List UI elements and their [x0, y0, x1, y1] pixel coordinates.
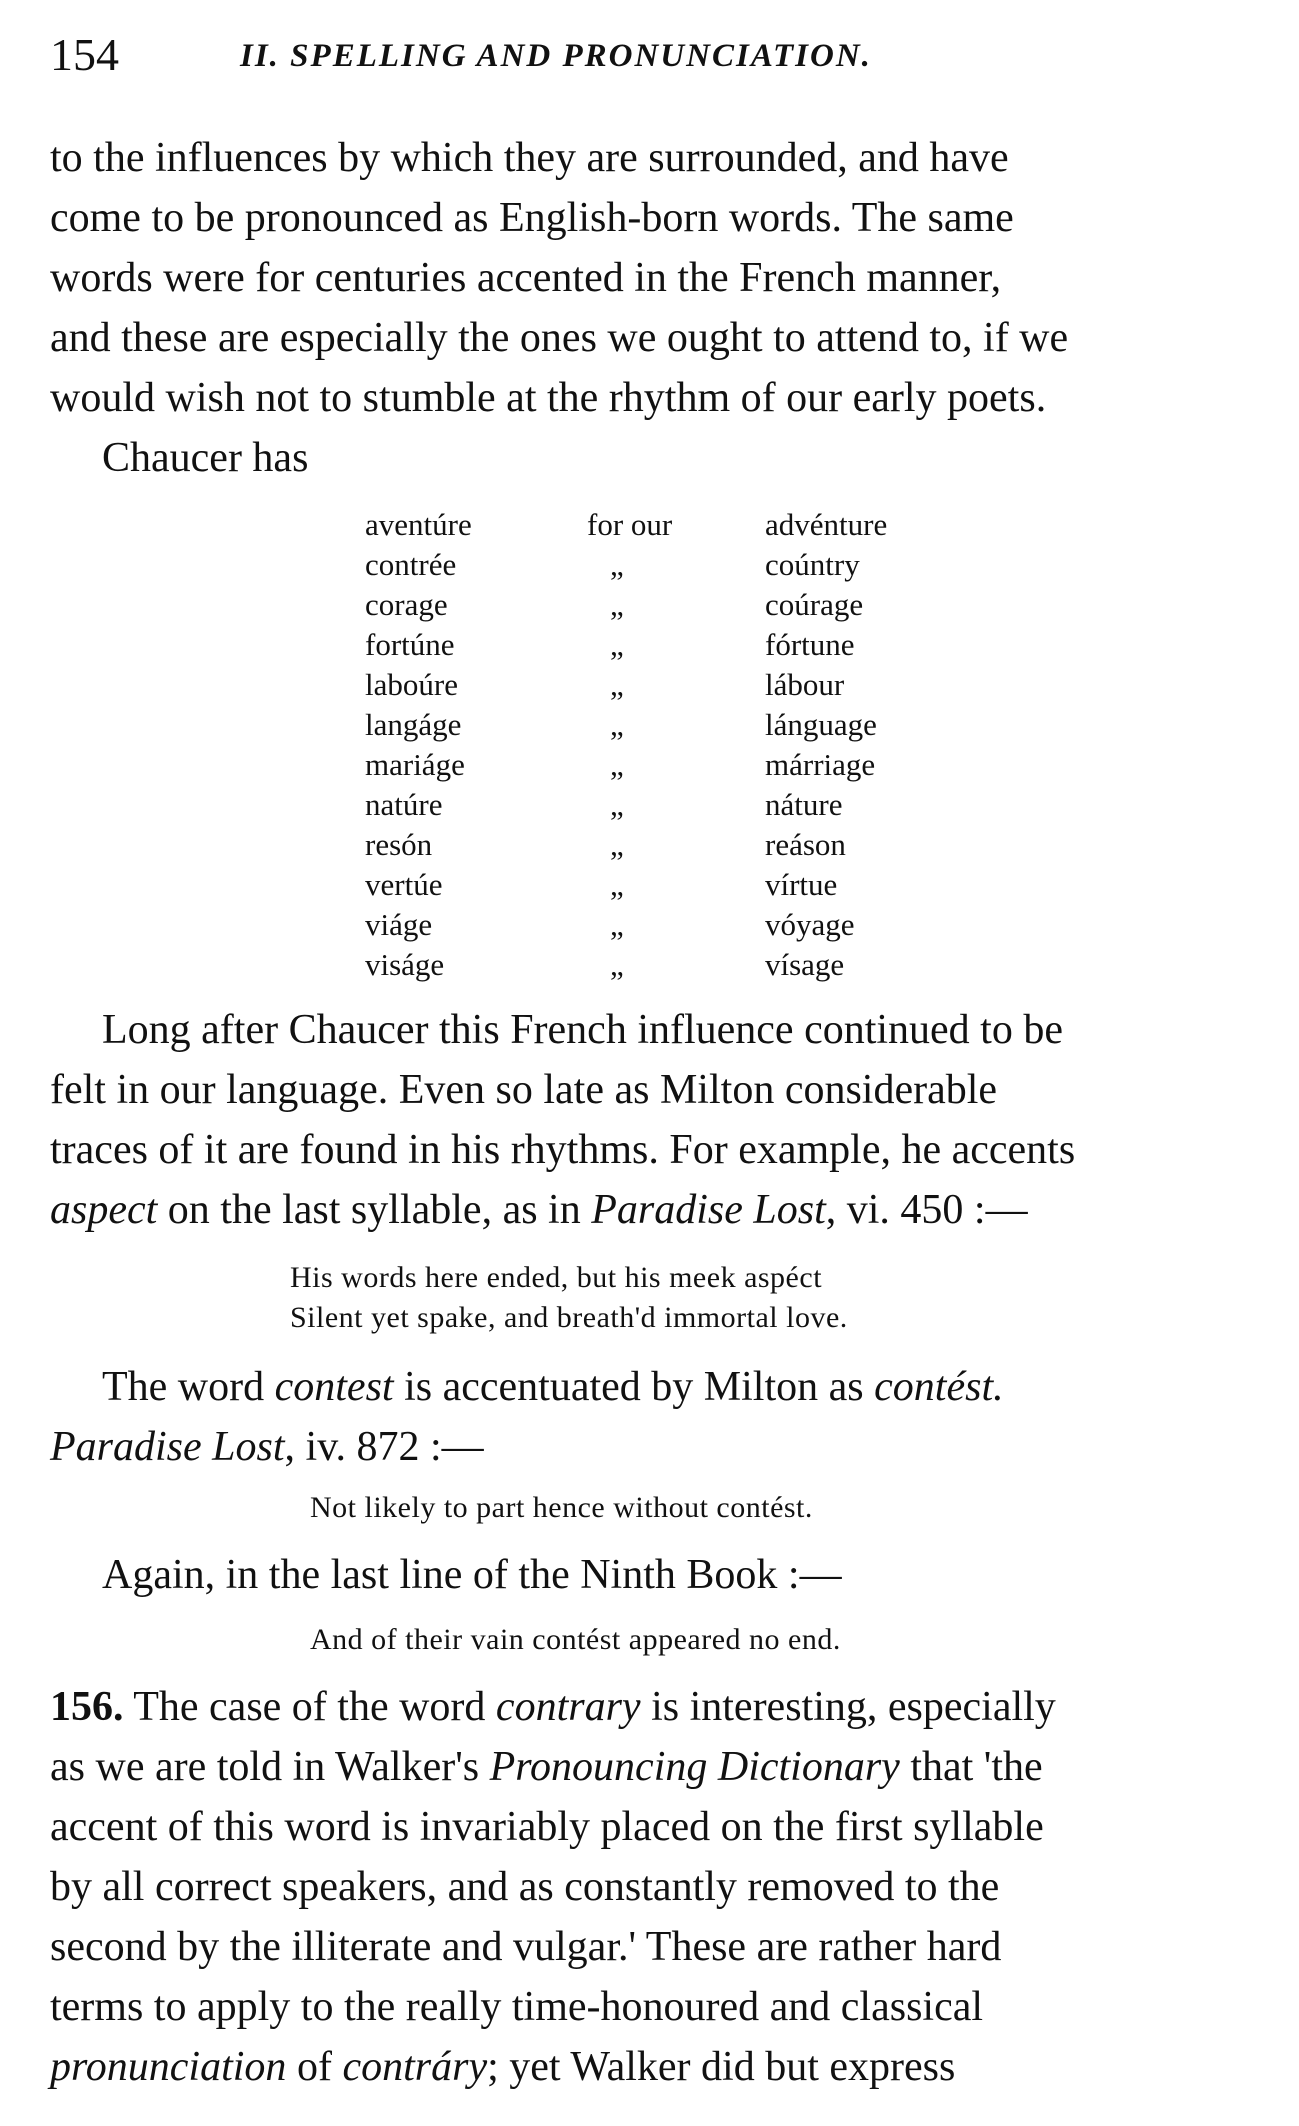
text-line: Chaucer has — [102, 435, 309, 481]
text-line — [50, 1677, 1255, 1737]
separator: „ — [610, 547, 624, 582]
italic-word: aspect — [50, 1187, 158, 1233]
text-span: is accentuated by Milton as — [393, 1364, 875, 1410]
text-line: felt in our language. Even so late as Milton considerable — [50, 1067, 998, 1113]
quote-line: His words here ended, but his meek aspéct — [290, 1261, 823, 1294]
separator: „ — [610, 947, 624, 982]
text-line: traces of it are found in his rhythms. For example, he accents — [50, 1127, 1076, 1173]
separator: „ — [610, 707, 624, 742]
modern-form: vóyage — [765, 907, 855, 942]
old-form: viságe — [365, 947, 445, 982]
old-form: langáge — [365, 707, 462, 742]
text-span: is interesting, especially — [640, 1684, 1056, 1730]
quote-line: Not likely to part hence without contést. — [310, 1491, 813, 1524]
paragraph-continuation — [50, 128, 1255, 428]
text-line: Long after Chaucer this French influence continued to be — [102, 1007, 1063, 1053]
italic-word: contest — [274, 1364, 394, 1410]
separator: „ — [610, 747, 624, 782]
paragraph-french-influence — [50, 1000, 1255, 1240]
running-head: II. SPELLING AND PRONUNCIATION. — [240, 38, 872, 74]
modern-form: coúrage — [765, 587, 864, 622]
modern-form: fórtune — [765, 627, 855, 662]
text-line — [50, 1357, 1255, 1417]
text-line — [50, 1417, 1255, 1477]
old-form: laboúre — [365, 667, 458, 702]
old-form: resón — [365, 827, 433, 862]
page-header — [50, 28, 1250, 88]
text-span: that 'the — [899, 1744, 1043, 1790]
separator: „ — [610, 587, 624, 622]
text-line — [50, 2037, 1255, 2097]
work-title: Pronouncing Dictionary — [489, 1744, 900, 1790]
italic-word: contést. — [874, 1364, 1004, 1410]
modern-form: coúntry — [765, 547, 860, 582]
text-span: on the last syllable, as in — [157, 1187, 592, 1233]
separator: „ — [610, 867, 624, 902]
old-form: mariáge — [365, 747, 465, 782]
old-form: fortúne — [365, 627, 455, 662]
modern-form: náture — [765, 787, 843, 822]
text-line: would wish not to stumble at the rhythm of our early poets. — [50, 375, 1047, 421]
text-line — [50, 1180, 1255, 1240]
paragraph-contest — [50, 1357, 1255, 1477]
modern-form: márriage — [765, 747, 876, 782]
text-span: ; yet Walker did but express — [487, 2044, 956, 2090]
text-line — [50, 1737, 1255, 1797]
text-line: and these are especially the ones we ought to attend to, if we — [50, 315, 1069, 361]
quotation-milton-1 — [290, 1258, 848, 1338]
separator: „ — [610, 907, 624, 942]
quotation-milton-3 — [310, 1620, 841, 1660]
quote-line: And of their vain contést appeared no end. — [310, 1623, 841, 1656]
text-line: to the influences by which they are surrounded, and have — [50, 135, 1009, 181]
paragraph-chaucer-intro — [50, 428, 1255, 488]
old-form: viáge — [365, 907, 433, 942]
text-span: , iv. 872 :— — [284, 1424, 484, 1470]
italic-word: contrary — [495, 1684, 641, 1730]
modern-form: vísage — [765, 947, 845, 982]
old-form: aventúre — [365, 507, 472, 542]
section-number: 156. — [50, 1684, 124, 1730]
modern-form: vírtue — [765, 867, 838, 902]
separator: „ — [610, 627, 624, 662]
separator: for our — [587, 507, 673, 542]
old-form: vertúe — [365, 867, 443, 902]
quote-line: Silent yet spake, and breath'd immortal love. — [290, 1301, 848, 1334]
modern-form: advénture — [765, 507, 888, 542]
text-span: of — [286, 2044, 343, 2090]
text-span: as we are told in Walker's — [50, 1744, 490, 1790]
work-title: Paradise Lost — [50, 1424, 285, 1470]
paragraph-section-156 — [50, 1677, 1255, 2097]
old-form: corage — [365, 587, 448, 622]
text-line: words were for centuries accented in the French manner, — [50, 255, 1002, 301]
text-span: The case of the word — [123, 1684, 496, 1730]
page-number: 154 — [50, 29, 119, 80]
old-form: natúre — [365, 787, 443, 822]
text-line: terms to apply to the really time-honoured and classical — [50, 1984, 984, 2030]
italic-word: pronunciation — [50, 2044, 287, 2090]
text-span: , vi. 450 :— — [825, 1187, 1028, 1233]
separator: „ — [610, 827, 624, 862]
text-span: The word — [102, 1364, 275, 1410]
paragraph-ninth-book — [50, 1545, 1255, 1605]
text-line: second by the illiterate and vulgar.' These are rather hard — [50, 1924, 1002, 1970]
text-line: Again, in the last line of the Ninth Book :— — [102, 1552, 842, 1598]
modern-form: reáson — [765, 827, 846, 862]
old-form: contrée — [365, 547, 457, 582]
italic-word: contráry — [342, 2044, 488, 2090]
work-title: Paradise Lost — [591, 1187, 826, 1233]
modern-form: lánguage — [765, 707, 877, 742]
separator: „ — [610, 667, 624, 702]
text-line: by all correct speakers, and as constantly removed to the — [50, 1864, 1000, 1910]
quotation-milton-2 — [310, 1488, 813, 1528]
modern-form: lábour — [765, 667, 845, 702]
separator: „ — [610, 787, 624, 822]
text-line: come to be pronounced as English-born words. The same — [50, 195, 1014, 241]
text-line: accent of this word is invariably placed on the first syllable — [50, 1804, 1044, 1850]
